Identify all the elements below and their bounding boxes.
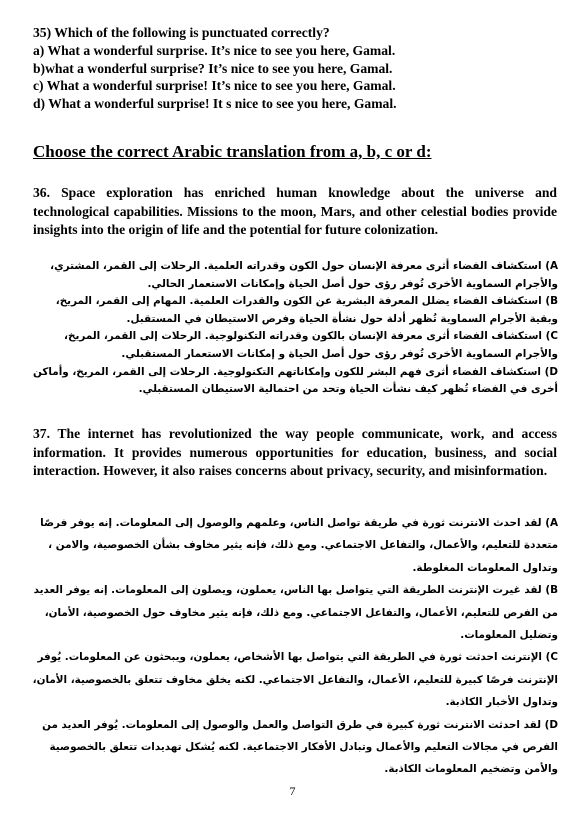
question-36-option-b: B) استكشاف الفضاء يضلل المعرفة البشرية عن الكون والقدرات العلمية. المهام إلى القمر، المريخ، وبقية الأجرام السماوية تُظهر أدلة حول نشأة الحياة وفرص الاستيطان في المستقبل. — [55, 295, 558, 325]
question-37-option-a: A) لقد احدث الانترنت ثورة في طريقة تواصل الناس، وعلمهم والوصول إلى المعلومات. إنه يوفر فرصًا متعددة للتعليم، والأعمال، والتفاعل الاجتماعي. ومع ذلك، فإنه يثير مخاوف بشأن الخصوصية، والامن ، وتداول المعلومات المغلوطة. — [40, 517, 558, 574]
question-37-stem: 37. The internet has revolutionized the way people communicate, work, and access information. It provides numerous opportunities for education, business, and social interaction. However, it also raises concerns about privacy, security, and misinformation. — [33, 426, 557, 478]
question-36-option-a: A) استكشاف الفضاء أثرى معرفة الإنسان حول الكون وقدراته العلمية. الرحلات إلى القمر، المشتري، والأجرام السماوية الأخرى تُوفر رؤى حول أصل الحياة وإمكانات الاستعمار الحالي. — [50, 260, 558, 290]
question-37-option-b: B) لقد غيرت الإنترنت الطريقة التي يتواصل بها الناس، يعملون، ويصلون إلى المعلومات. إنه يوفر العديد من الفرص للتعليم، الأعمال، والتفاعل الاجتماعي. ومع ذلك، فإنه يثير مخاوف حول الخصوصية، الأمان، وتضليل المعلومات. — [33, 584, 558, 642]
question-35-option-a: a) What a wonderful surprise. It’s nice to see you here, Gamal. — [33, 42, 396, 58]
question-35-option-c: c) What a wonderful surprise! It’s nice to see you here, Gamal. — [33, 78, 396, 94]
question-36-options — [30, 258, 558, 399]
question-35-option-d: d) What a wonderful surprise! It s nice to see you here, Gamal. — [33, 96, 397, 112]
question-35 — [33, 24, 563, 113]
question-35-prompt: 35) Which of the following is punctuated correctly? — [33, 25, 330, 40]
question-36-option-d: D) استكشاف الفضاء أثرى فهم البشر للكون وإمكاناتهم التكنولوجية. الرحلات إلى القمر، المريخ، وأماكن أخرى في الفضاء تُظهر كيف نشأت الحياة وتحد من احتمالية الاستيطان المستقبلي. — [32, 365, 558, 396]
question-37-option-c: C) الإنترنت احدثت ثورة في الطريقة التي يتواصل بها الأشخاص، يعملون، ويبحثون عن المعلومات. يُوفر الإنترنت فرصًا كبيرة للتعليم، الأعمال، والتفاعل الاجتماعي. لكنه يخلق مخاوف تتعلق بالخصوصية، الأمان، وتداول الأخبار الكاذبة. — [32, 651, 558, 709]
question-36-stem: 36. Space exploration has enriched human knowledge about the universe and technological capabilities. Missions to the moon, Mars, and other celestial bodies provide insights into the origin of life and the potential for future colonization. — [33, 185, 557, 237]
question-37-options — [30, 512, 558, 781]
question-35-option-b: b)what a wonderful surprise? It’s nice to see you here, Gamal. — [33, 60, 393, 76]
section-heading: Choose the correct Arabic translation from a, b, c or d: — [33, 142, 432, 161]
page-number: 7 — [289, 784, 296, 798]
question-36-option-c: C) استكشاف الفضاء أثرى معرفة الإنسان بالكون وقدراته التكنولوجية. الرحلات إلى القمر، المريخ، والأجرام السماوية الأخرى تُوفر رؤى حول أصل الحياة و إمكانات الاستعمار المستقبلي. — [64, 330, 558, 360]
question-37-option-d: D) لقد احدثت الانترنت ثورة كبيرة في طرق التواصل والعمل والوصول إلى المعلومات. يُوفر العديد من الفرص في مجالات التعليم والأعمال وتبادل الأفكار الاجتماعية. لكنه يُشكل تهديدات تتعلق بالخصوصية والأمن وتضخيم المعلومات الكاذبة. — [42, 718, 558, 776]
